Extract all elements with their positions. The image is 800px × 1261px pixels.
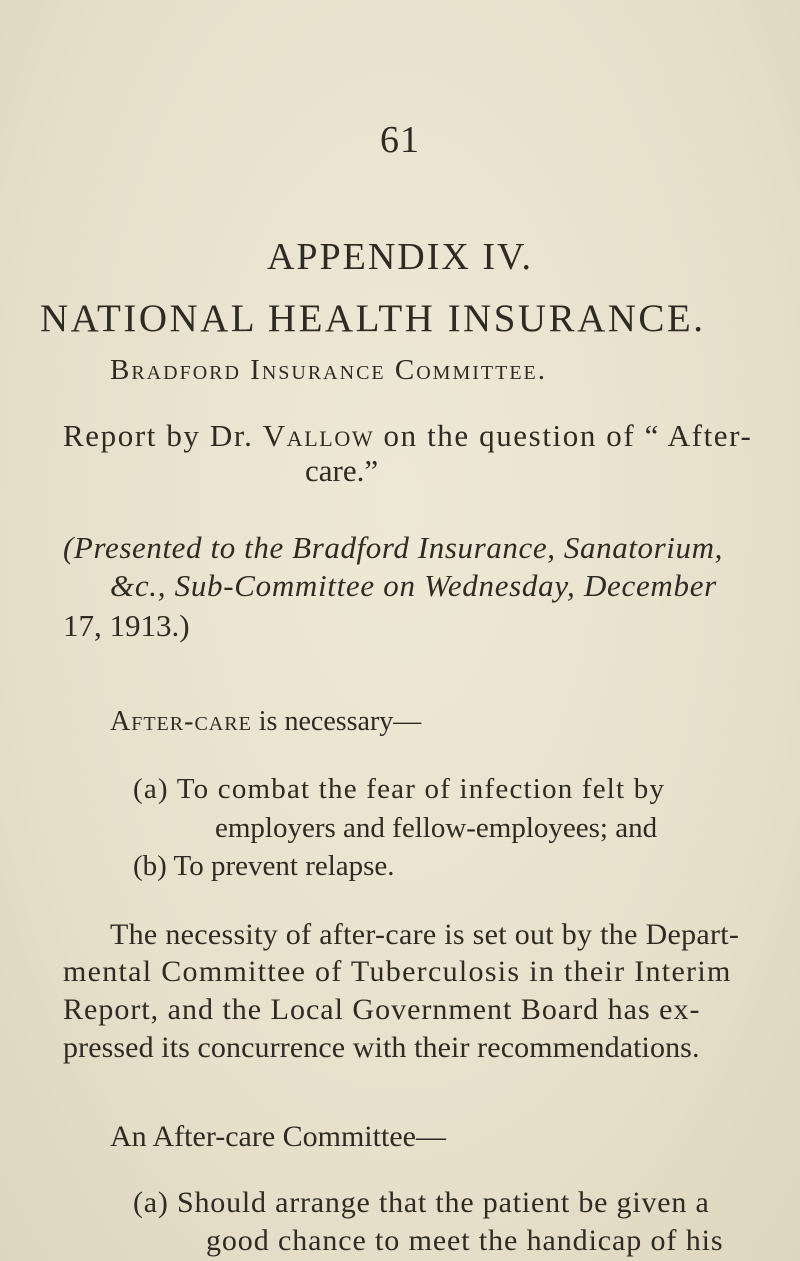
- main-title: NATIONAL HEALTH INSURANCE.: [40, 297, 706, 340]
- report-prefix: Report by Dr.: [63, 418, 263, 453]
- report-author: Vallow: [262, 418, 375, 453]
- committee-point-a-cont-1: good chance to meet the handicap of his: [206, 1224, 724, 1257]
- presented-line-2: &c., Sub-Committee on Wednesday, December: [110, 568, 717, 603]
- necessity-line-1: The necessity of after-care is set out by the Depart-: [110, 918, 740, 951]
- necessity-line-4: pressed its concurrence with their recommendations.: [63, 1031, 700, 1064]
- aftercare-point-b: (b) To prevent relapse.: [133, 850, 395, 882]
- aftercare-heading-rest: is necessary—: [251, 706, 422, 737]
- committee-point-a: (a) Should arrange that the patient be given a: [133, 1186, 710, 1219]
- aftercare-point-a: (a) To combat the fear of infection felt by: [133, 773, 666, 805]
- report-line-1: [63, 418, 773, 454]
- report-suffix: on the question of “ After-: [374, 418, 753, 453]
- presented-line-1: (Presented to the Bradford Insurance, Sanatorium,: [63, 530, 723, 565]
- necessity-line-3: Report, and the Local Government Board has ex-: [63, 993, 701, 1026]
- aftercare-point-a-cont: employers and fellow-employees; and: [215, 812, 658, 844]
- page-number: 61: [380, 119, 420, 161]
- necessity-line-2: mental Committee of Tuberculosis in their Interim: [63, 955, 732, 988]
- committee-heading: An After-care Committee—: [110, 1120, 446, 1153]
- appendix-title: APPENDIX IV.: [266, 236, 534, 278]
- report-line-2: care.”: [305, 453, 379, 488]
- presented-line-3: 17, 1913.): [63, 608, 190, 643]
- aftercare-heading: [110, 706, 421, 738]
- aftercare-heading-smallcaps: After-care: [110, 706, 252, 737]
- sub-title: Bradford Insurance Committee.: [110, 354, 547, 386]
